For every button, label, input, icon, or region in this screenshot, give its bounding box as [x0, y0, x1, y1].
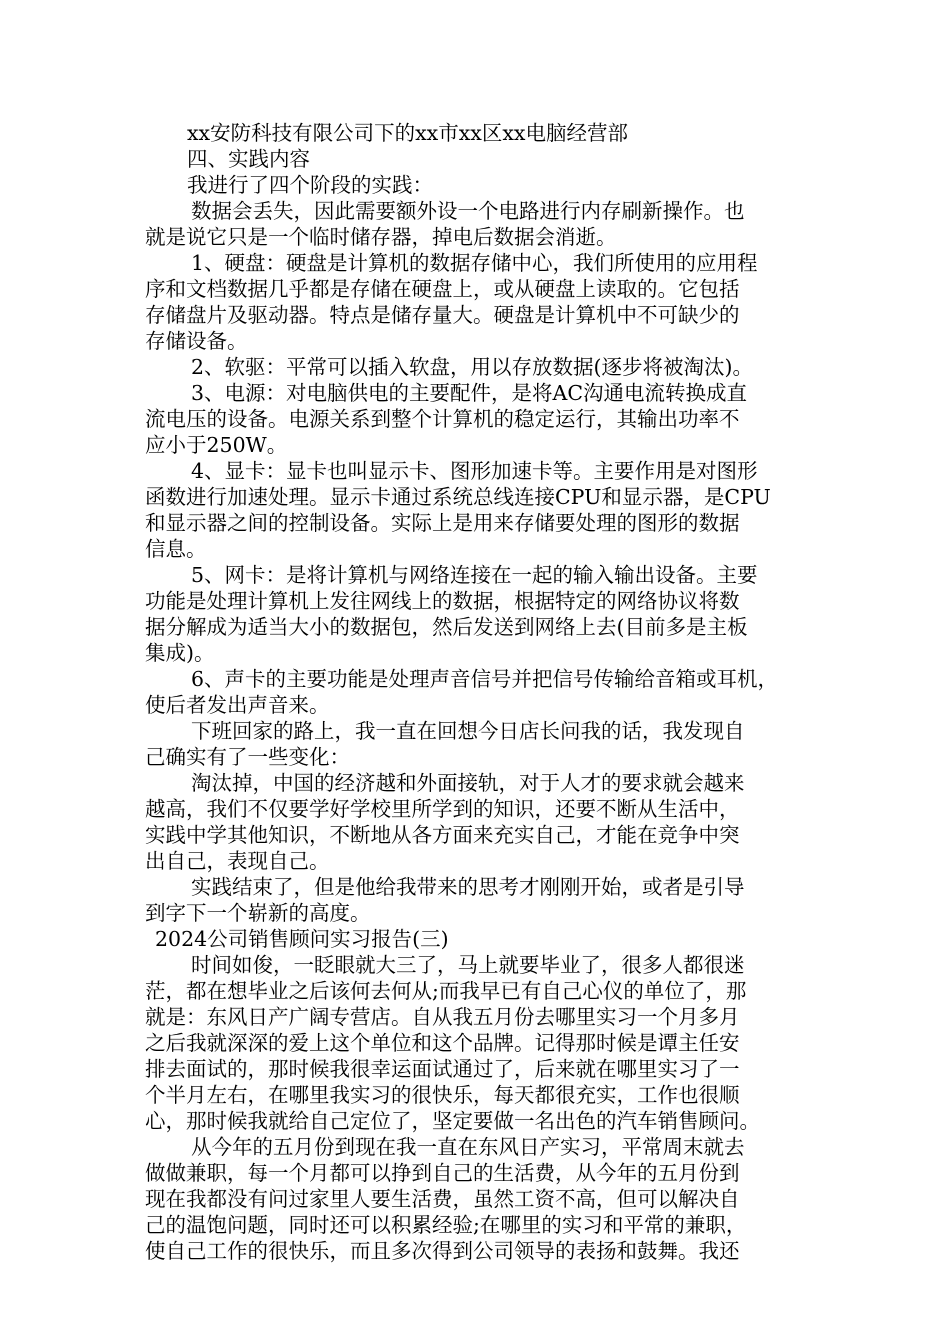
- text-line: 实践中学其他知识，不断地从各方面来充实自己，才能在竞争中突: [145, 823, 740, 847]
- text-line: 据分解成为适当大小的数据包，然后发送到网络上去(目前多是主板: [145, 615, 748, 639]
- text-line: 功能是处理计算机上发往网线上的数据，根据特定的网络协议将数: [145, 589, 740, 613]
- document-body: [145, 120, 813, 1264]
- text-line: 信息。: [145, 537, 207, 561]
- text-line: 现在我都没有问过家里人要生活费，虽然工资不高，但可以解决自: [145, 1187, 740, 1211]
- text-line: 1、硬盘：硬盘是计算机的数据存储中心，我们所使用的应用程: [191, 251, 758, 275]
- text-line: 2、软驱：平常可以插入软盘，用以存放数据(逐步将被淘汰)。: [191, 355, 754, 379]
- text-line: 做做兼职，每一个月都可以挣到自己的生活费，从今年的五月份到: [145, 1161, 740, 1185]
- text-line: 实践结束了，但是他给我带来的思考才刚刚开始，或者是引导: [191, 875, 745, 899]
- text-line: 时间如俊，一眨眼就大三了，马上就要毕业了，很多人都很迷: [191, 953, 745, 977]
- text-line: 流电压的设备。电源关系到整个计算机的稳定运行，其输出功率不: [145, 407, 740, 431]
- section-heading: 四、实践内容: [187, 147, 310, 171]
- text-line: 就是说它只是一个临时储存器，掉电后数据会消逝。: [145, 225, 617, 249]
- text-line: 存储设备。: [145, 329, 248, 353]
- text-line: 越高，我们不仅要学好学校里所学到的知识，还要不断从生活中，: [145, 797, 740, 821]
- text-line: 下班回家的路上，我一直在回想今日店长问我的话，我发现自: [191, 719, 745, 743]
- text-line: 数据会丢失，因此需要额外设一个电路进行内存刷新操作。也: [191, 199, 745, 223]
- text-line: 我进行了四个阶段的实践：: [187, 173, 433, 197]
- text-line: 和显示器之间的控制设备。实际上是用来存储要处理的图形的数据: [145, 511, 740, 535]
- text-line: 应小于250W。: [145, 433, 288, 457]
- text-line: 使后者发出声音来。: [145, 693, 330, 717]
- text-line: 5、网卡：是将计算机与网络连接在一起的输入输出设备。主要: [191, 563, 758, 587]
- text-line: 就是：东风日产广阔专营店。自从我五月份去哪里实习一个月多月: [145, 1005, 740, 1029]
- text-line: 3、电源：对电脑供电的主要配件，是将AC沟通电流转换成直: [191, 381, 748, 405]
- text-line: 函数进行加速处理。显示卡通过系统总线连接CPU和显示器，是CPU: [145, 485, 771, 509]
- text-line: 从今年的五月份到现在我一直在东风日产实习，平常周末就去: [191, 1135, 745, 1159]
- text-line: 6、声卡的主要功能是处理声音信号并把信号传输给音箱或耳机，: [191, 667, 779, 691]
- text-line: 出自己，表现自己。: [145, 849, 330, 873]
- text-line: 使自己工作的很快乐，而且多次得到公司领导的表扬和鼓舞。我还: [145, 1239, 740, 1263]
- text-line: 4、显卡：显卡也叫显示卡、图形加速卡等。主要作用是对图形: [191, 459, 758, 483]
- text-line: 个半月左右，在哪里我实习的很快乐，每天都很充实，工作也很顺: [145, 1083, 740, 1107]
- text-line: 到字下一个崭新的高度。: [145, 901, 371, 925]
- text-line: 之后我就深深的爱上这个单位和这个品牌。记得那时候是谭主任安: [145, 1031, 740, 1055]
- text-line: 集成)。: [145, 641, 215, 665]
- report-heading: 2024公司销售顾问实习报告(三): [155, 927, 449, 951]
- text-line: 序和文档数据几乎都是存储在硬盘上，或从硬盘上读取的。它包括: [145, 277, 740, 301]
- text-line: 己确实有了一些变化：: [145, 745, 350, 769]
- text-line: 排去面试的，那时候我很幸运面试通过了，后来就在哪里实习了一: [145, 1057, 740, 1081]
- text-line: 心，那时候我就给自己定位了，坚定要做一名出色的汽车销售顾问。: [145, 1109, 760, 1133]
- text-line: 茫，都在想毕业之后该何去何从;而我早已有自己心仪的单位了，那: [145, 979, 747, 1003]
- text-line: 存储盘片及驱动器。特点是储存量大。硬盘是计算机中不可缺少的: [145, 303, 740, 327]
- text-line: 淘汰掉，中国的经济越和外面接轨，对于人才的要求就会越来: [191, 771, 745, 795]
- text-line: xx安防科技有限公司下的xx市xx区xx电脑经营部: [187, 121, 628, 145]
- text-line: 己的温饱问题，同时还可以积累经验;在哪里的实习和平常的兼职，: [145, 1213, 747, 1237]
